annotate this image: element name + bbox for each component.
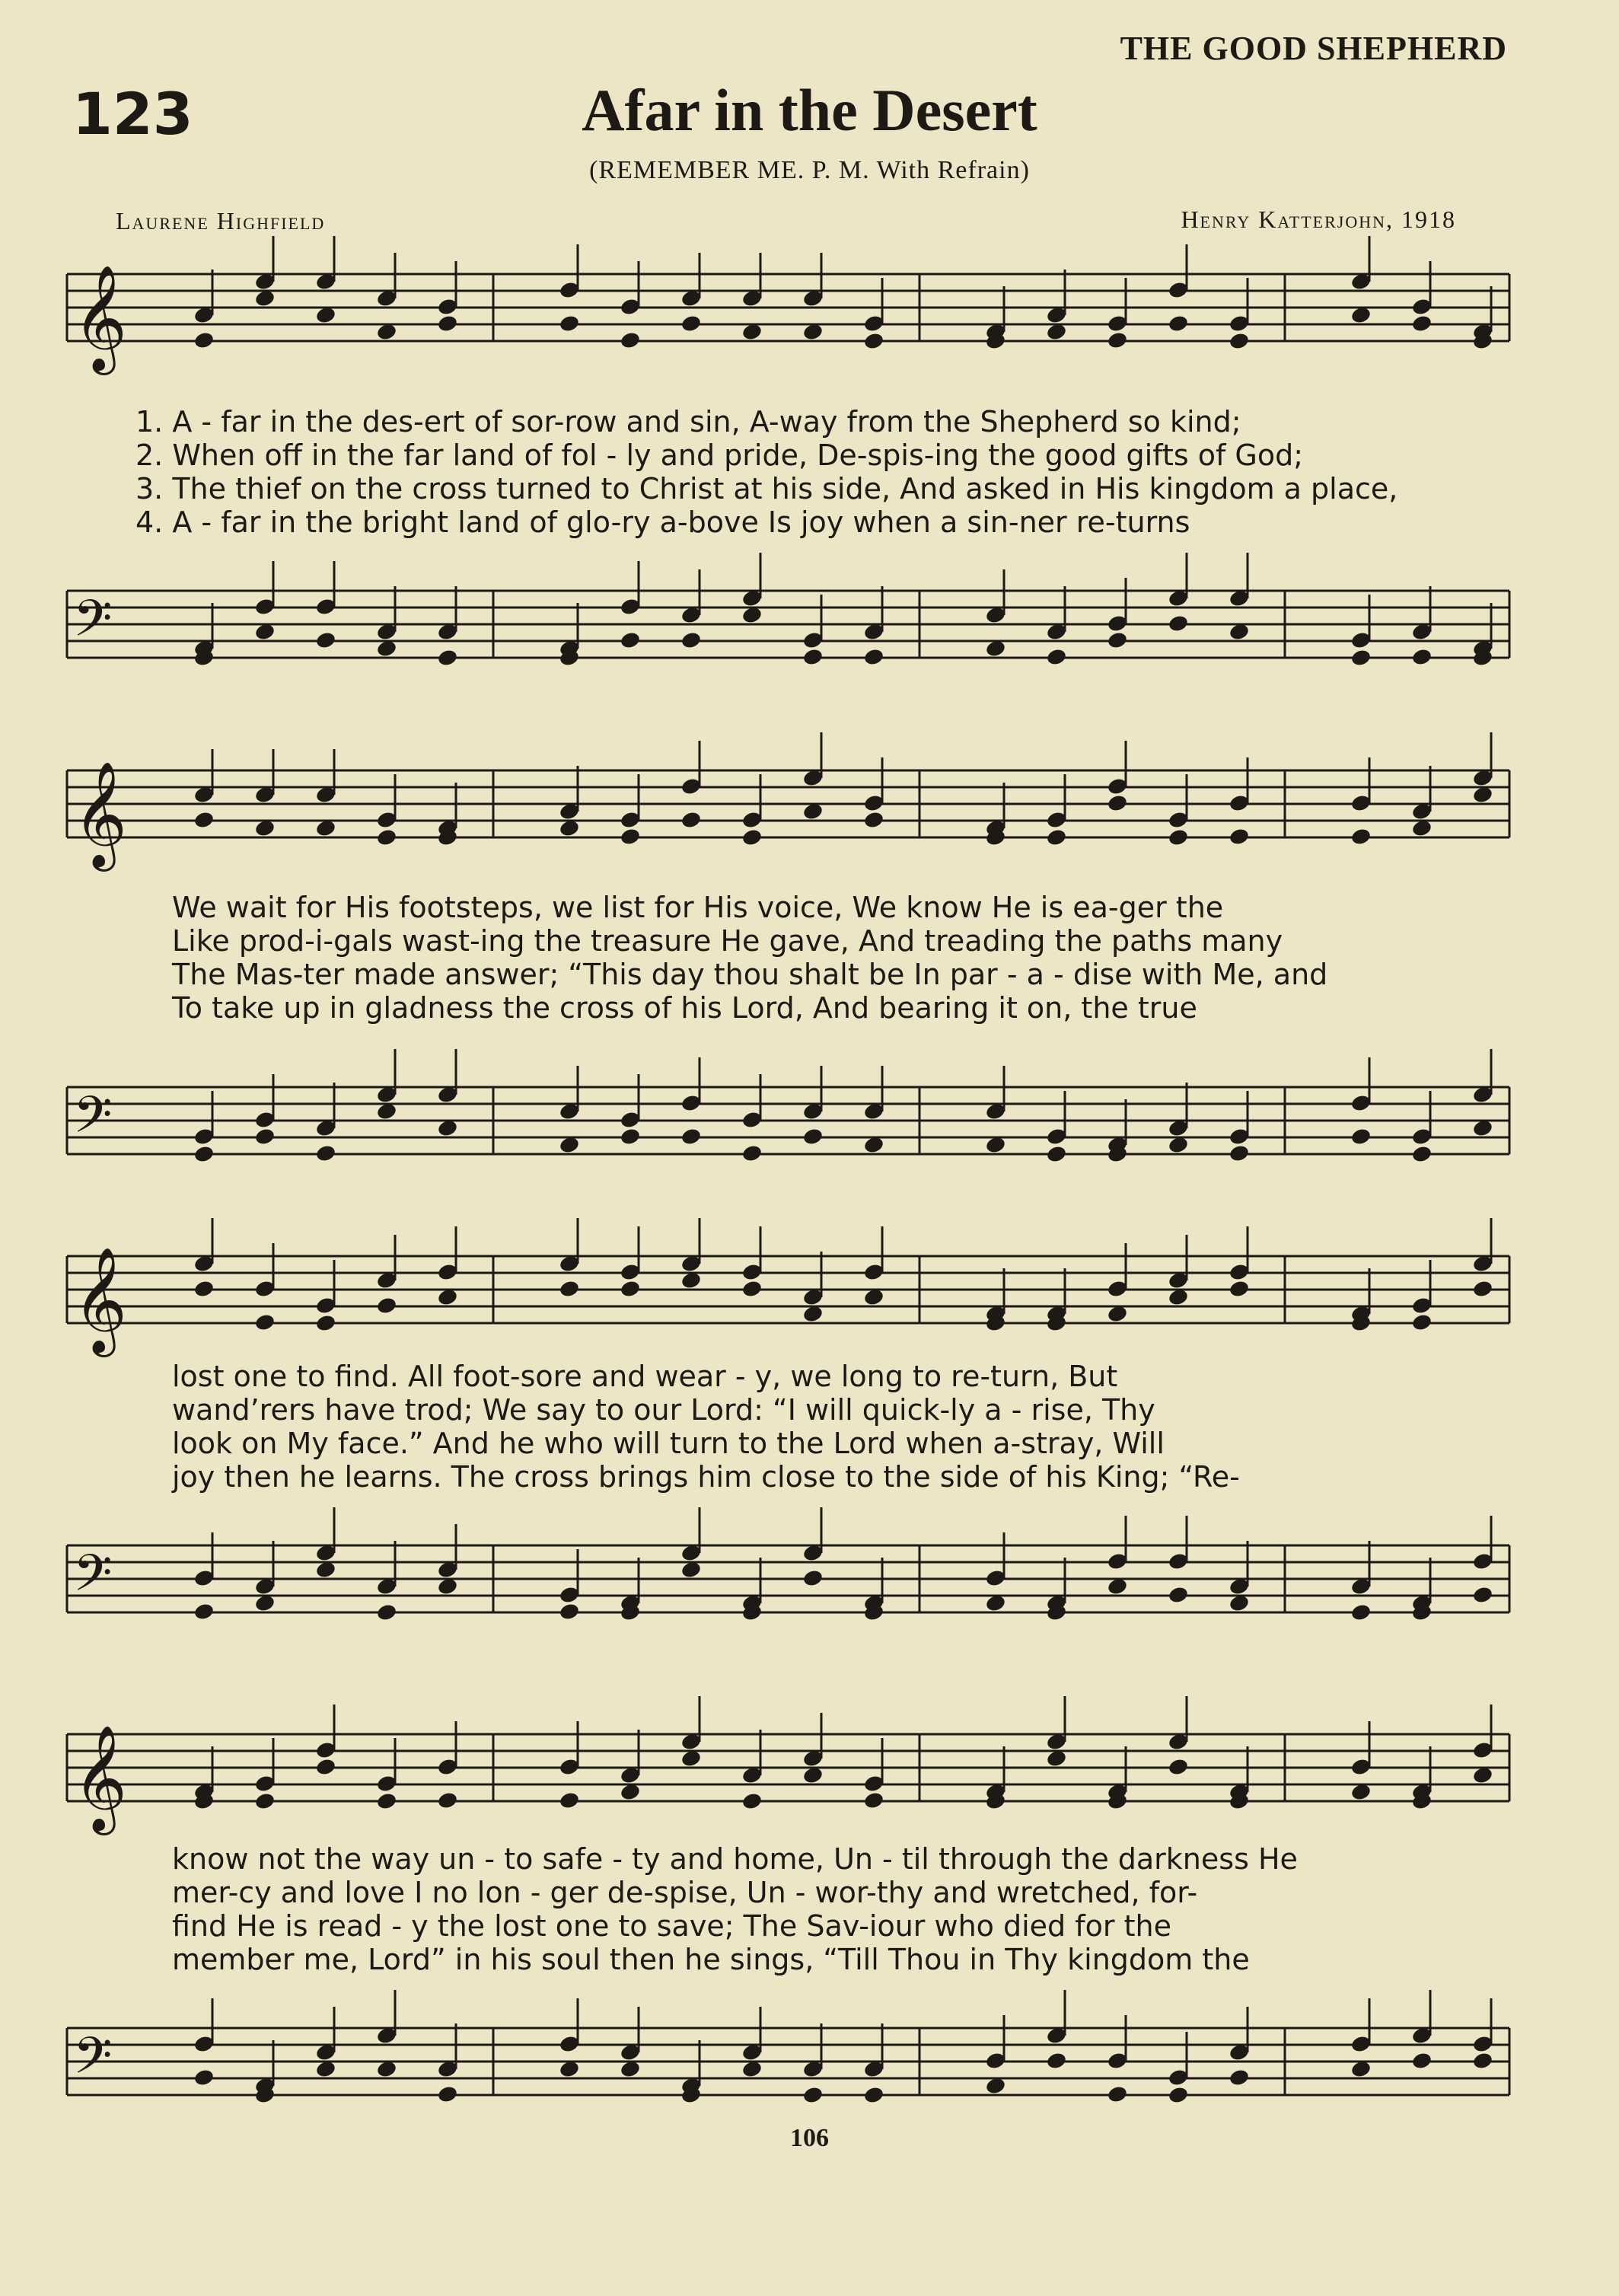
treble-clef-icon: 𝄞 xyxy=(73,1247,127,1353)
note-head xyxy=(1046,2051,1068,2070)
note-head xyxy=(741,1279,763,1298)
treble-clef-icon: 𝄞 xyxy=(73,1725,127,1831)
treble-staff xyxy=(67,1725,1509,1831)
note-head xyxy=(315,630,337,649)
note-head xyxy=(863,1791,885,1810)
note-head xyxy=(1107,2084,1129,2103)
note-head xyxy=(1350,648,1372,667)
note-head xyxy=(680,1127,703,1146)
lyric-line: mer-cy and love I no lon - ger de-spise, Un - wor-thy and wretched, for- xyxy=(172,1876,1198,1909)
note-head xyxy=(863,331,885,350)
note-head xyxy=(1411,314,1433,333)
lyric-line: know not the way un - to safe - ty and home, Un - til through the darkness He xyxy=(172,1842,1298,1876)
lyric-line: To take up in gladness the cross of his Lord, And bearing it on, the true xyxy=(172,991,1197,1025)
note-head xyxy=(376,1296,398,1315)
hymn-number: 123 xyxy=(72,80,193,148)
note-head xyxy=(1046,647,1068,666)
note-head xyxy=(1168,828,1190,847)
bass-clef-icon: 𝄢 xyxy=(73,589,113,660)
note-head xyxy=(315,1313,337,1332)
author-credit: Laurene Highfield xyxy=(116,207,326,234)
lyric-line: joy then he learns. The cross brings him close to the side of his King; “Re- xyxy=(172,1460,1240,1494)
lyric-line: 3. The thief on the cross turned to Christ at his side, And asked in His kingdom a place, xyxy=(135,472,1398,505)
note-head xyxy=(620,330,642,349)
note-head xyxy=(254,1312,276,1331)
treble-staff xyxy=(67,1247,1509,1353)
bass-clef-icon: 𝄢 xyxy=(73,2027,113,2097)
note-head xyxy=(559,1279,581,1298)
lyric-line: 2. When off in the far land of fol - ly and pride, De-spis-ing the good gifts of God; xyxy=(135,438,1304,472)
note-head xyxy=(1472,1279,1494,1298)
note-head xyxy=(620,827,642,846)
lyric-line: look on My face.” And he who will turn to the Lord when a-stray, Will xyxy=(172,1427,1165,1460)
note-head xyxy=(193,330,215,349)
treble-staff xyxy=(67,761,1509,867)
note-head xyxy=(802,647,824,666)
note-head xyxy=(741,1143,763,1162)
lyric-line: wand’rers have trod; We say to our Lord: “I will quick-ly a - rise, Thy xyxy=(172,1393,1155,1427)
note-head xyxy=(1107,630,1129,649)
note-head xyxy=(741,828,763,847)
note-head xyxy=(437,1791,459,1810)
note-head xyxy=(802,2085,824,2104)
lyric-line: Like prod-i-gals wast-ing the treasure He gave, And treading the paths many xyxy=(172,924,1283,958)
note-head xyxy=(376,1602,398,1622)
note-head xyxy=(1168,1757,1190,1776)
note-head xyxy=(1350,827,1372,846)
note-head xyxy=(620,1127,642,1146)
section-header: THE GOOD SHEPHERD xyxy=(1120,30,1507,67)
bass-staff xyxy=(67,1538,1509,1629)
note-head xyxy=(376,1791,398,1810)
tune-info: (REMEMBER ME. P. M. With Refrain) xyxy=(589,156,1030,184)
composer-credit: Henry Katterjohn, 1918 xyxy=(1181,206,1456,233)
page-number: 106 xyxy=(790,2124,829,2152)
note-head xyxy=(559,1791,581,1810)
note-head xyxy=(1229,827,1251,846)
note-head xyxy=(1350,1602,1372,1622)
note-head xyxy=(315,1757,337,1776)
note-head xyxy=(437,314,459,333)
note-head xyxy=(376,828,398,847)
note-head xyxy=(1229,331,1251,350)
bass-clef-icon: 𝄢 xyxy=(73,1086,113,1156)
note-head xyxy=(1046,828,1068,847)
note-head xyxy=(863,2085,885,2104)
note-head xyxy=(802,1127,824,1146)
note-head xyxy=(1107,330,1129,349)
note-head xyxy=(1472,2051,1494,2070)
note-head xyxy=(863,810,885,829)
lyric-line: We wait for His footsteps, we list for His voice, We know He is ea-ger the xyxy=(172,891,1224,924)
lyric-line: 1. A - far in the des-ert of sor-row and sin, A-way from the Shepherd so kind; xyxy=(135,405,1241,438)
treble-clef-icon: 𝄞 xyxy=(73,761,127,867)
lyric-line: lost one to find. All foot-sore and wear - y, we long to re-turn, But xyxy=(172,1360,1118,1393)
lyric-line: member me, Lord” in his soul then he sings, “Till Thou in Thy kingdom the xyxy=(172,1943,1250,1976)
note-head xyxy=(1472,1585,1494,1604)
bass-clef-icon: 𝄢 xyxy=(73,1544,113,1615)
bass-staff xyxy=(67,1079,1509,1171)
note-head xyxy=(1168,314,1190,333)
note-head xyxy=(1350,1127,1372,1146)
note-head xyxy=(1229,2068,1251,2087)
note-head xyxy=(254,1791,276,1810)
note-head xyxy=(1168,614,1190,633)
note-head xyxy=(193,1602,215,1621)
note-head xyxy=(559,1602,581,1621)
lyric-line: find He is read - y the lost one to save; The Sav-iour who died for the xyxy=(172,1909,1171,1943)
note-head xyxy=(1229,1143,1251,1162)
note-head xyxy=(315,1143,337,1162)
note-head xyxy=(680,314,703,333)
treble-staff xyxy=(67,265,1509,371)
note-head xyxy=(193,2068,215,2087)
note-head xyxy=(437,2084,459,2103)
treble-clef-icon: 𝄞 xyxy=(73,265,127,371)
note-head xyxy=(863,647,885,666)
note-head xyxy=(802,1568,824,1587)
hymn-title: Afar in the Desert xyxy=(582,77,1037,143)
note-head xyxy=(620,630,642,649)
note-head xyxy=(1411,647,1433,666)
note-head xyxy=(1411,2051,1433,2070)
note-head xyxy=(193,1279,215,1298)
lyric-line: The Mas-ter made answer; “This day thou shalt be In par - a - dise with Me, and xyxy=(172,958,1328,991)
lyric-line: 4. A - far in the bright land of glo-ry a-bove Is joy when a sin-ner re-turns xyxy=(135,505,1190,539)
note-head xyxy=(680,630,703,649)
note-head xyxy=(437,648,459,667)
note-head xyxy=(741,1791,763,1810)
bass-staff xyxy=(67,583,1509,674)
note-head xyxy=(1411,1312,1433,1331)
bass-staff xyxy=(67,2020,1509,2112)
note-head xyxy=(254,1127,276,1146)
note-head xyxy=(559,314,581,333)
note-head xyxy=(1168,1585,1190,1604)
note-head xyxy=(620,1279,642,1298)
note-head xyxy=(1107,793,1129,812)
note-head xyxy=(680,810,703,829)
note-head xyxy=(193,810,215,829)
note-head xyxy=(1411,1144,1433,1163)
note-head xyxy=(193,1144,215,1163)
note-head xyxy=(1046,1144,1068,1163)
note-head xyxy=(1168,2085,1190,2104)
note-head xyxy=(1229,1279,1251,1298)
